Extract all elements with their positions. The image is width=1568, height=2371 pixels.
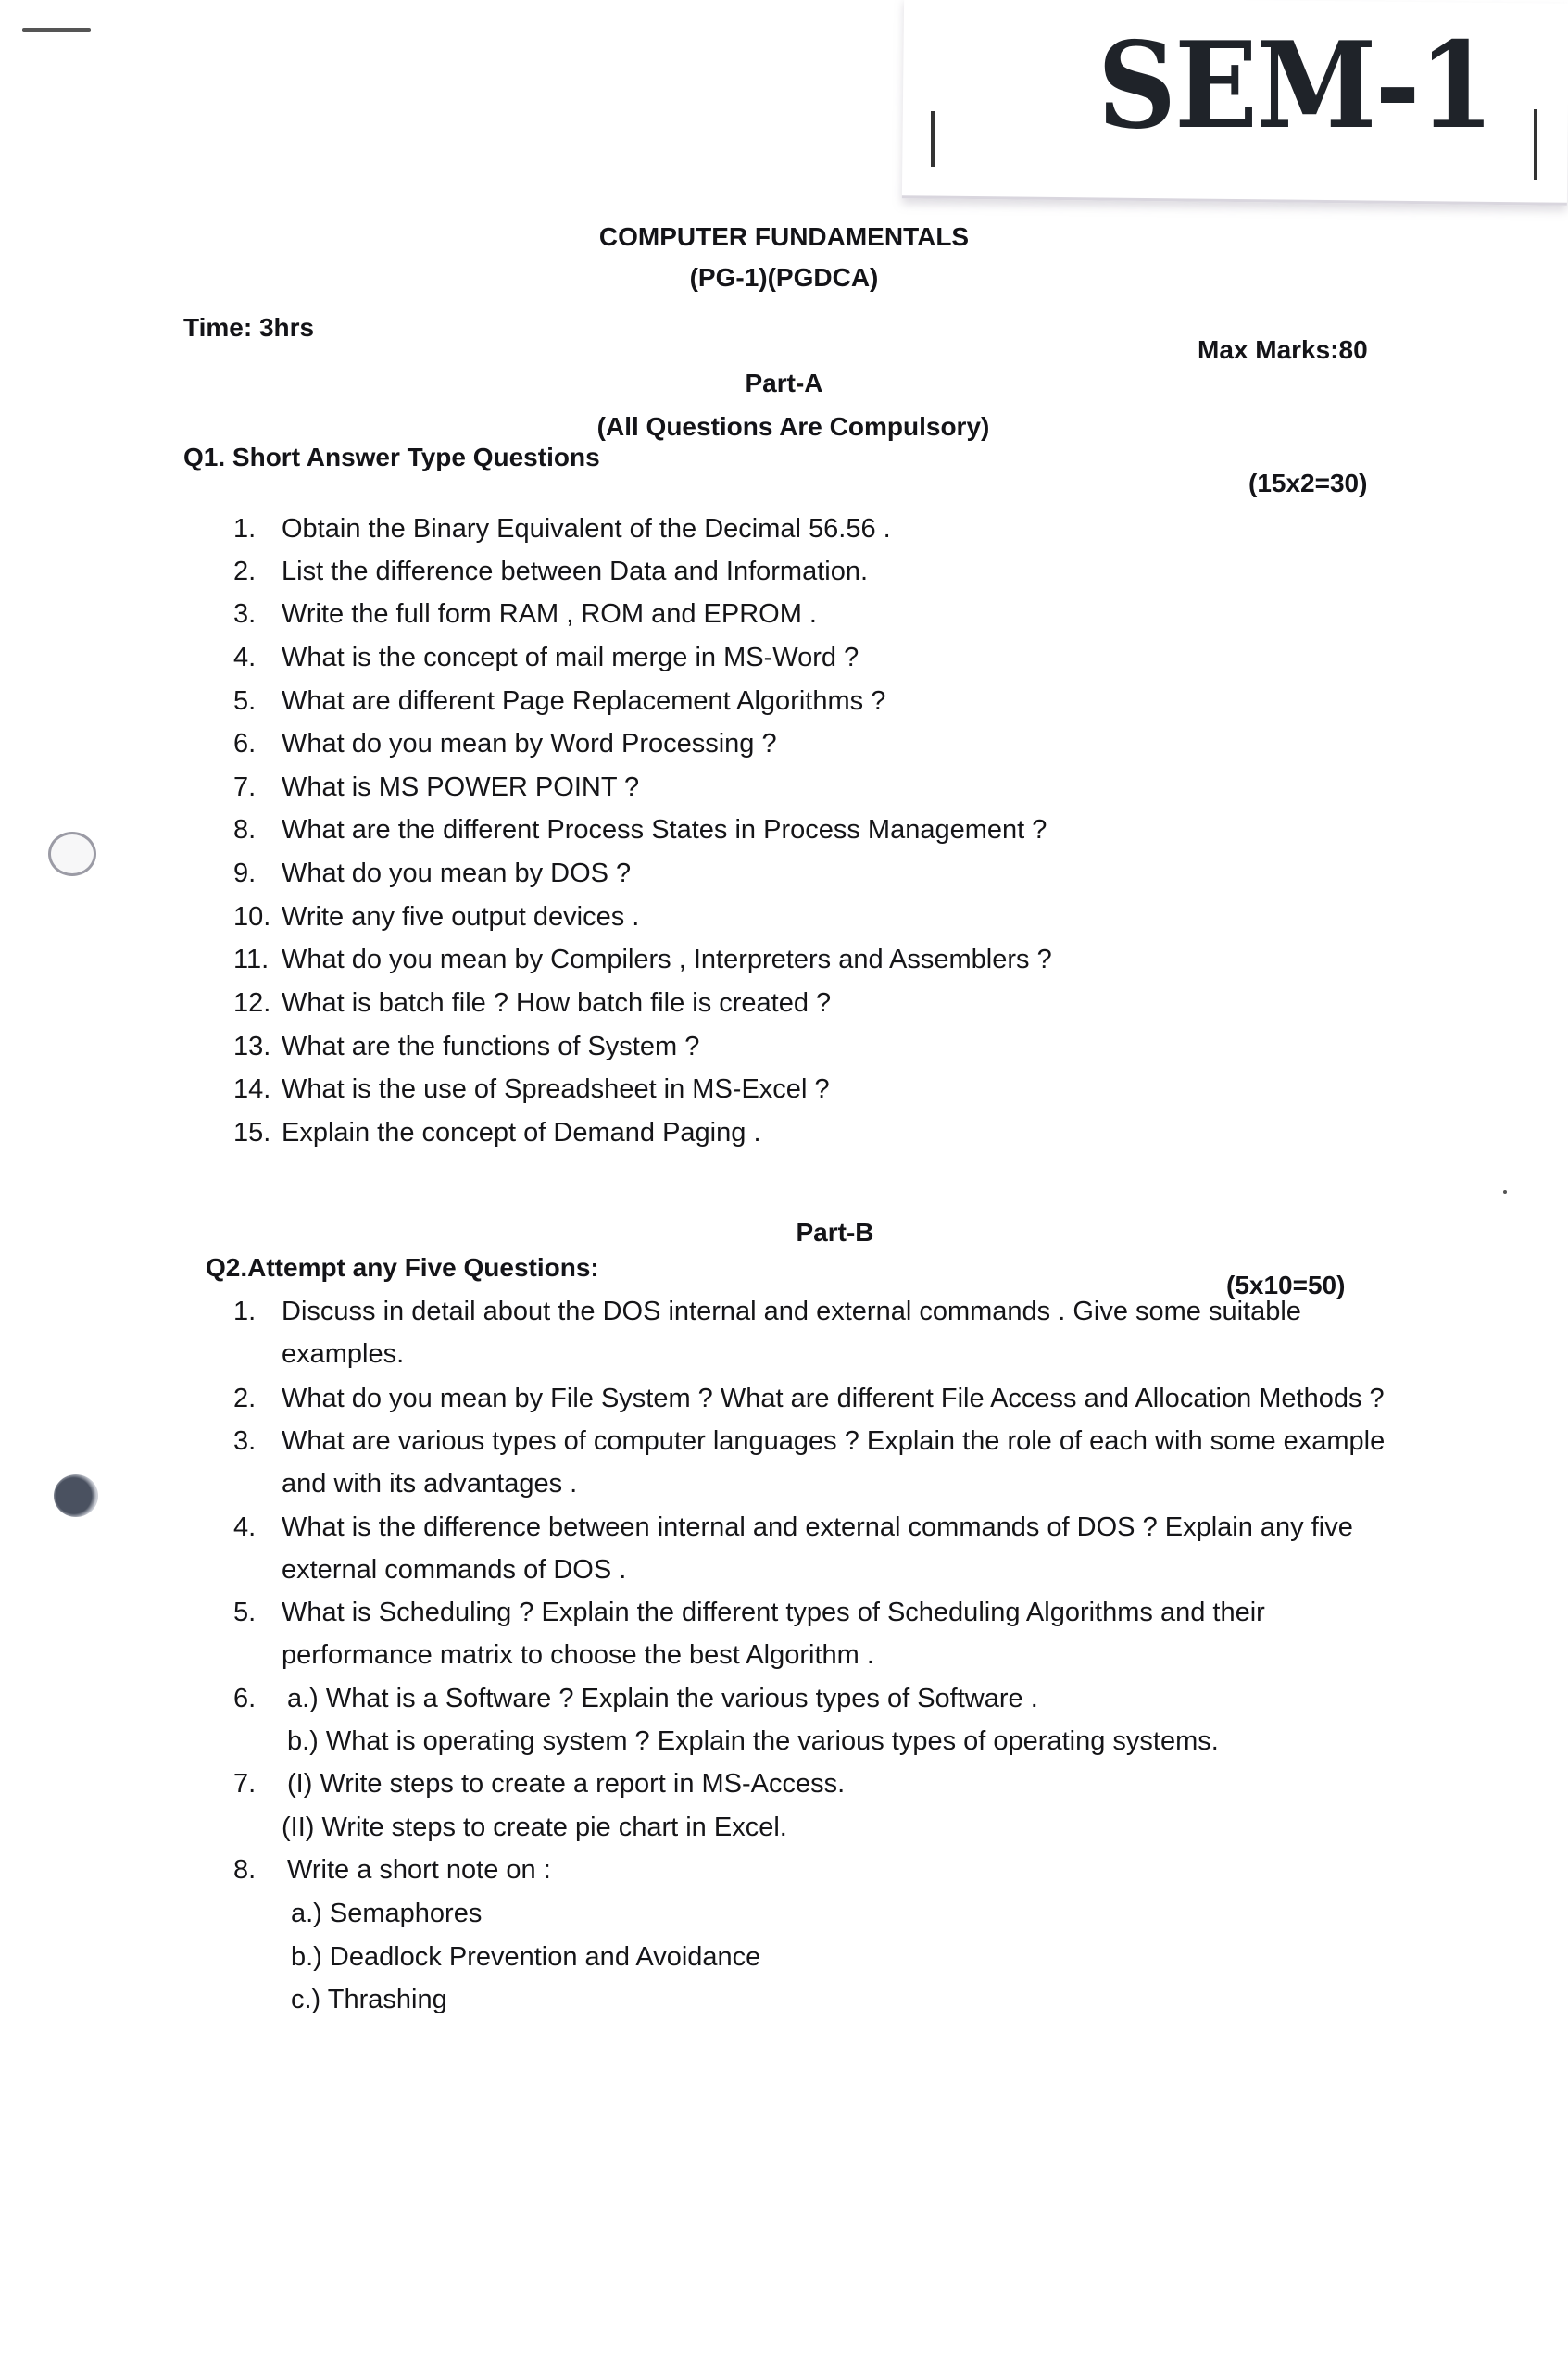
- question-item: 1. Discuss in detail about the DOS internal and external commands . Give some suitable: [233, 1297, 1301, 1326]
- q1-heading: Q1. Short Answer Type Questions: [183, 443, 600, 471]
- sticker-mark: [931, 111, 935, 167]
- question-item: 3. Write the full form RAM , ROM and EPROM .: [233, 599, 817, 629]
- sticker-mark: [1534, 109, 1537, 180]
- question-item: 13. What are the functions of System ?: [233, 1032, 700, 1061]
- question-continuation: examples.: [282, 1339, 405, 1369]
- course-code: (PG-1)(PGDCA): [689, 263, 879, 292]
- question-item: 10. Write any five output devices .: [233, 902, 640, 932]
- question-continuation: b.) What is operating system ? Explain the various types of operating systems.: [287, 1726, 1219, 1756]
- question-item: 8. What are the different Process States in Process Management ?: [233, 815, 1047, 845]
- part-b-title: Part-B: [796, 1218, 874, 1247]
- question-item: 9. What do you mean by DOS ?: [233, 859, 632, 888]
- question-continuation: performance matrix to choose the best Algorithm .: [282, 1640, 874, 1670]
- punch-hole-icon: [54, 1474, 98, 1517]
- question-item: 4. What is the difference between internal and external commands of DOS ? Explain any five: [233, 1512, 1353, 1542]
- semester-label: SEM-1: [1098, 17, 1493, 156]
- question-item: 4. What is the concept of mail merge in MS-Word ?: [233, 643, 859, 672]
- subject-title: COMPUTER FUNDAMENTALS: [598, 222, 970, 251]
- question-continuation: (II) Write steps to create pie chart in Excel.: [282, 1813, 787, 1842]
- question-item: 8. Write a short note on :: [233, 1855, 551, 1885]
- q2-heading: Q2.Attempt any Five Questions:: [206, 1253, 599, 1282]
- question-continuation: and with its advantages .: [282, 1469, 578, 1499]
- q2-marks: (5x10=50): [1226, 1271, 1346, 1299]
- question-item: 7. What is MS POWER POINT ?: [233, 772, 640, 802]
- max-marks: Max Marks:80: [1198, 335, 1368, 364]
- part-a-title: Part-A: [745, 369, 823, 397]
- speck: [1503, 1190, 1507, 1194]
- question-item: 12. What is batch file ? How batch file is created ?: [233, 988, 832, 1018]
- question-subitem: b.) Deadlock Prevention and Avoidance: [291, 1942, 761, 1972]
- staple-mark: [22, 28, 91, 32]
- question-item: 3. What are various types of computer languages ? Explain the role of each with some example: [233, 1426, 1386, 1456]
- q1-marks: (15x2=30): [1248, 469, 1368, 497]
- question-item: 6. What do you mean by Word Processing ?: [233, 729, 777, 759]
- exam-time: Time: 3hrs: [183, 313, 315, 342]
- question-item: 5. What are different Page Replacement Algorithms ?: [233, 686, 886, 716]
- question-item: 2. What do you mean by File System ? What are different File Access and Allocation Methods ?: [233, 1384, 1385, 1413]
- part-a-note: (All Questions Are Compulsory): [596, 412, 990, 441]
- punch-hole-icon: [48, 832, 96, 876]
- question-item: 5. What is Scheduling ? Explain the different types of Scheduling Algorithms and their: [233, 1598, 1265, 1627]
- question-continuation: external commands of DOS .: [282, 1555, 627, 1585]
- question-subitem: a.) Semaphores: [291, 1899, 483, 1928]
- question-item: 6. a.) What is a Software ? Explain the various types of Software .: [233, 1684, 1038, 1713]
- question-item: 11. What do you mean by Compilers , Interpreters and Assemblers ?: [233, 945, 1052, 974]
- question-item: 14. What is the use of Spreadsheet in MS-Excel ?: [233, 1074, 830, 1104]
- question-subitem: c.) Thrashing: [291, 1985, 447, 2014]
- question-item: 7. (I) Write steps to create a report in MS-Access.: [233, 1769, 846, 1799]
- question-item: 1. Obtain the Binary Equivalent of the Decimal 56.56 .: [233, 514, 891, 544]
- question-item: 2. List the difference between Data and Information.: [233, 557, 869, 586]
- question-item: 15. Explain the concept of Demand Paging .: [233, 1118, 761, 1148]
